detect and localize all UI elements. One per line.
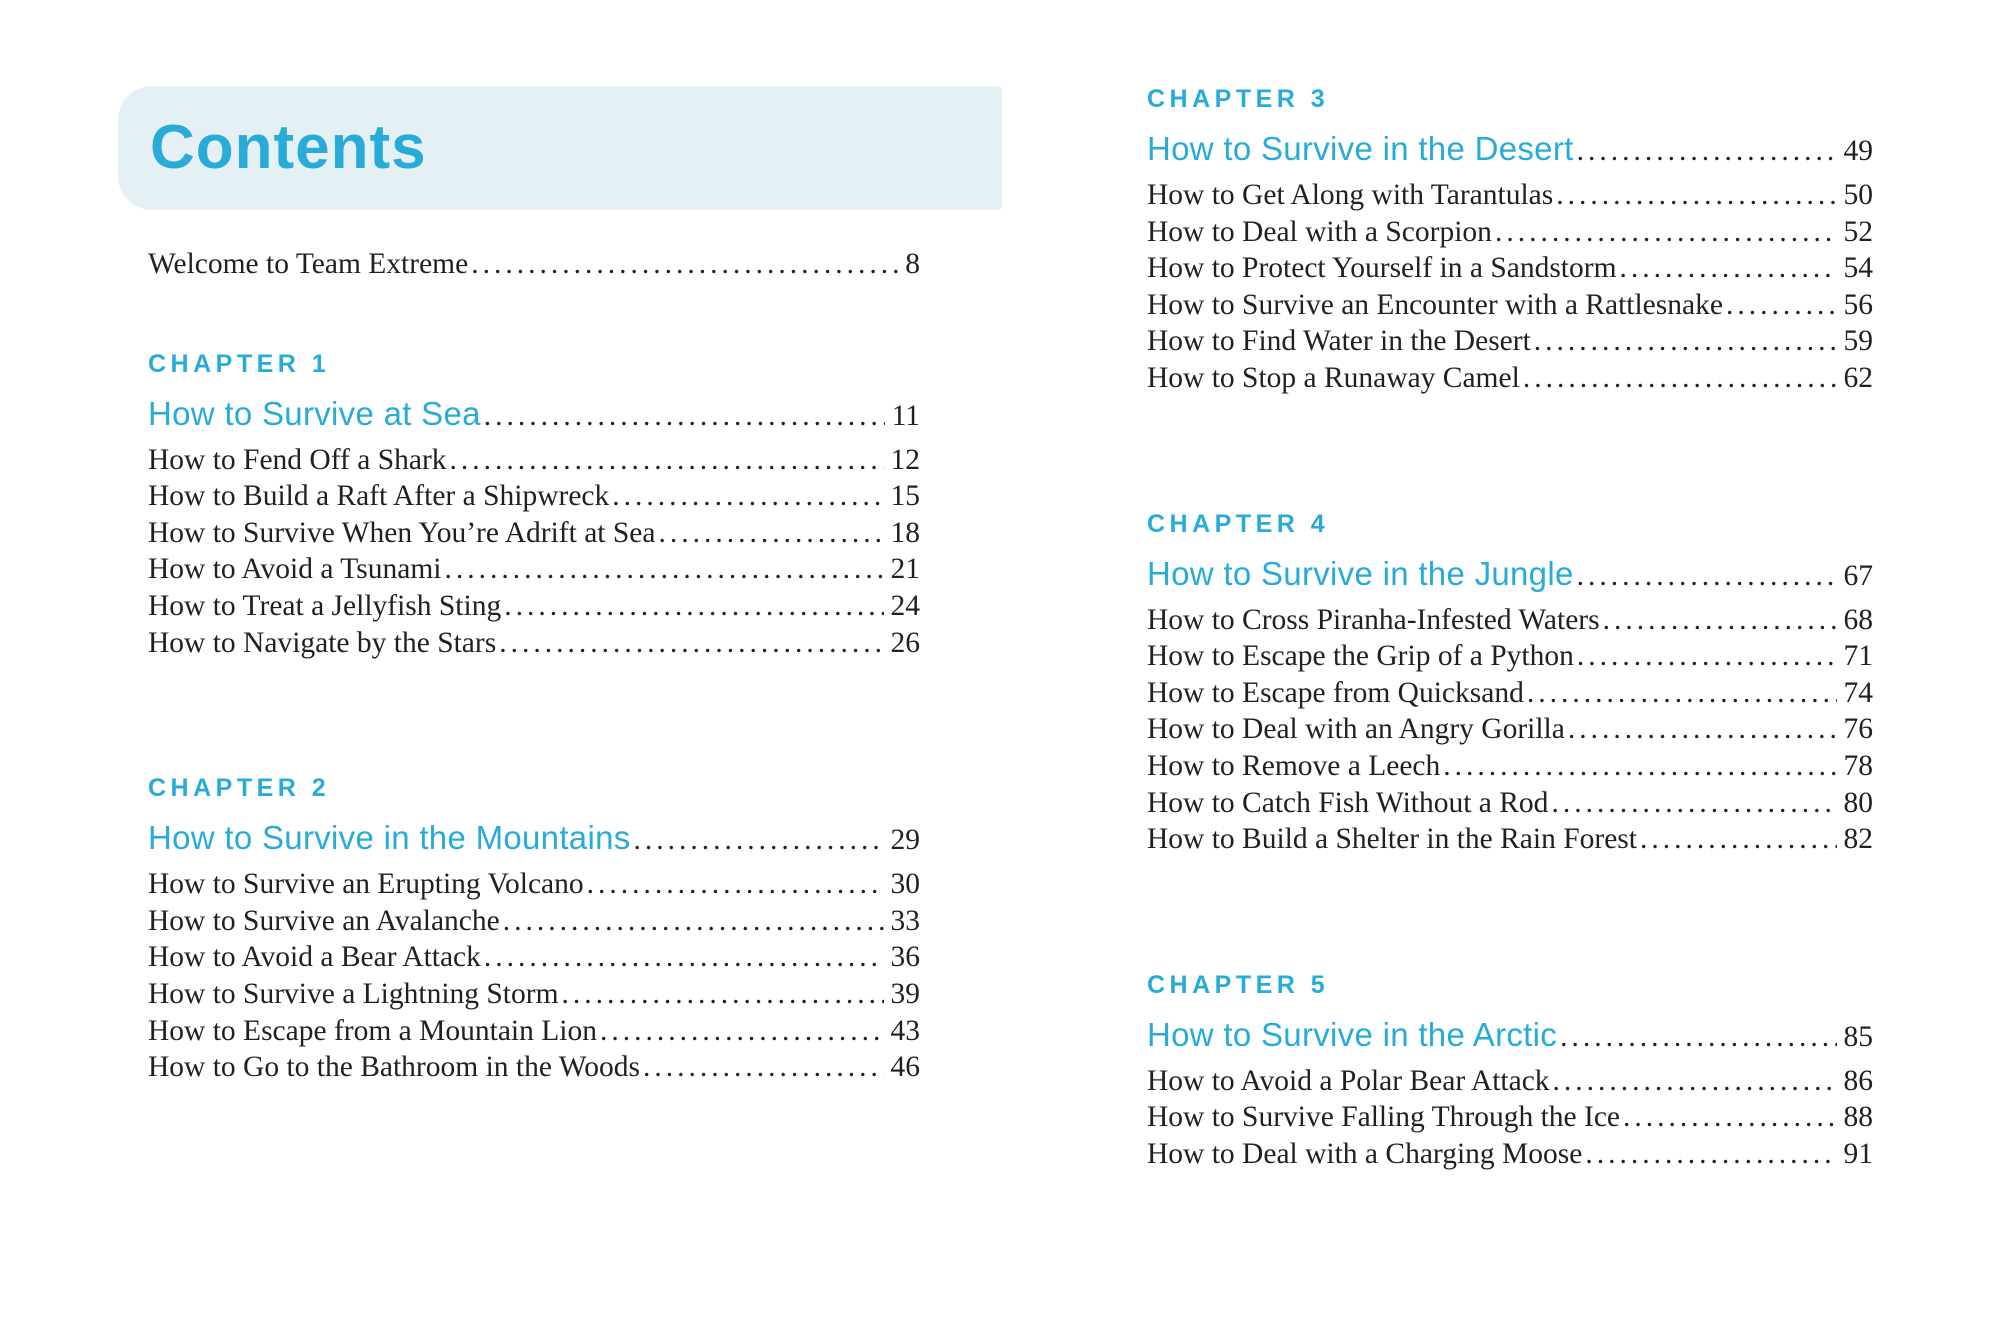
toc-entry-row (1147, 675, 1873, 712)
chapter-entries (148, 866, 920, 1086)
chapter-title: How to Survive at Sea (148, 394, 481, 432)
toc-entry-page: 71 (1843, 640, 1873, 673)
page-title: Contents (150, 113, 427, 182)
chapter-3-section (1147, 84, 1873, 397)
toc-entry-row (148, 588, 920, 625)
toc-entry-title: How to Survive Falling Through the Ice (1147, 1101, 1621, 1134)
toc-entry-row (1147, 1136, 1873, 1173)
toc-entry-page: 8 (905, 248, 920, 280)
toc-entry-title: How to Remove a Leech (1147, 749, 1441, 782)
chapter-entries (148, 442, 920, 662)
toc-entry-title: How to Stop a Runaway Camel (1147, 361, 1520, 394)
contents-banner (118, 86, 1002, 210)
toc-entry-row (1147, 1099, 1873, 1136)
toc-entry-row (1147, 821, 1873, 858)
dot-leader (1582, 1136, 1836, 1173)
dot-leader (1548, 785, 1836, 822)
toc-entry-row (148, 625, 920, 662)
toc-entry-row (148, 551, 920, 588)
toc-entry-page: 21 (890, 553, 920, 586)
dot-leader (609, 478, 883, 515)
toc-entry-page: 59 (1843, 325, 1873, 358)
dot-leader (1440, 748, 1836, 785)
dot-leader (1492, 214, 1837, 251)
dot-leader (655, 515, 883, 552)
toc-entry-page: 46 (890, 1051, 920, 1084)
toc-entry-page: 54 (1843, 252, 1873, 285)
toc-entry-title: How to Deal with a Scorpion (1147, 215, 1492, 248)
chapter-title-row (148, 815, 920, 863)
chapter-page: 11 (891, 399, 920, 432)
chapter-page: 49 (1843, 135, 1873, 167)
toc-entry-row (148, 939, 920, 976)
chapter-entries (1147, 602, 1873, 858)
toc-right-column (1147, 84, 1873, 1173)
dot-leader (559, 976, 884, 1013)
toc-entry-title: How to Deal with a Charging Moose (1147, 1137, 1583, 1170)
toc-entry-page: 36 (890, 941, 920, 974)
dot-leader (1565, 711, 1837, 748)
toc-entry-title: How to Treat a Jellyfish Sting (148, 589, 502, 622)
toc-entry-page: 91 (1843, 1137, 1873, 1170)
dot-leader (500, 903, 884, 940)
chapter-page: 85 (1843, 1020, 1873, 1053)
chapter-label: CHAPTER 2 (148, 774, 331, 803)
toc-left-column (148, 246, 920, 1086)
dot-leader (447, 442, 884, 479)
dot-leader (1620, 1099, 1836, 1136)
toc-entry-title: How to Survive When You’re Adrift at Sea (148, 516, 656, 549)
toc-entry-page: 82 (1843, 823, 1873, 856)
toc-entry-page: 43 (890, 1014, 920, 1047)
toc-entry-row (1147, 360, 1873, 397)
toc-entry-title: How to Avoid a Polar Bear Attack (1147, 1064, 1550, 1097)
dot-leader (1557, 1014, 1836, 1060)
toc-intro-row (148, 246, 920, 283)
toc-entry-title: How to Build a Shelter in the Rain Forest (1147, 823, 1637, 856)
toc-entry-row (148, 1049, 920, 1086)
chapter-title: How to Survive in the Desert (1147, 130, 1574, 167)
toc-entry-row (1147, 638, 1873, 675)
toc-entry-title: How to Avoid a Tsunami (148, 553, 442, 586)
dot-leader (468, 246, 898, 283)
chapter-2-section (148, 773, 920, 1086)
dot-leader (1574, 638, 1837, 675)
dot-leader (501, 588, 883, 625)
chapter-page: 67 (1843, 559, 1873, 592)
toc-entry-page: 15 (890, 480, 920, 513)
dot-leader (1574, 128, 1837, 174)
toc-entry-title: How to Survive an Encounter with a Rattlesnake (1147, 288, 1723, 321)
toc-entry-page: 86 (1843, 1064, 1873, 1097)
toc-entry-row (148, 903, 920, 940)
toc-entry-title: How to Deal with an Angry Gorilla (1147, 713, 1565, 746)
toc-entry-row (1147, 214, 1873, 251)
chapter-title: How to Survive in the Mountains (148, 819, 631, 857)
toc-entry-title: How to Protect Yourself in a Sandstorm (1147, 252, 1617, 285)
dot-leader (1550, 1063, 1837, 1100)
toc-entry-page: 52 (1843, 215, 1873, 248)
dot-leader (481, 393, 885, 439)
dot-leader (1600, 602, 1837, 639)
chapter-label: CHAPTER 1 (148, 349, 331, 378)
toc-entry-title: How to Go to the Bathroom in the Woods (148, 1051, 640, 1084)
dot-leader (584, 866, 884, 903)
chapter-entries (1147, 1063, 1873, 1173)
dot-leader (1574, 553, 1837, 599)
chapter-title-row (1147, 551, 1873, 599)
chapter-title: How to Survive in the Jungle (1147, 554, 1574, 592)
toc-entry-page: 80 (1843, 786, 1873, 819)
toc-entry-row (1147, 602, 1873, 639)
toc-entry-title: How to Survive a Lightning Storm (148, 977, 559, 1010)
toc-entry-row (1147, 323, 1873, 360)
toc-entry-page: 39 (890, 977, 920, 1010)
chapter-5-section (1147, 970, 1873, 1173)
dot-leader (1617, 250, 1837, 287)
chapter-page: 29 (890, 824, 920, 857)
dot-leader (1723, 287, 1837, 324)
toc-entry-title: How to Get Along with Tarantulas (1147, 179, 1554, 211)
toc-entry-page: 30 (890, 868, 920, 901)
toc-entry-row (1147, 250, 1873, 287)
toc-entry-page: 74 (1843, 676, 1873, 709)
toc-entry-row (1147, 748, 1873, 785)
toc-entry-title: How to Cross Piranha-Infested Waters (1147, 603, 1600, 636)
toc-entry-page: 18 (890, 516, 920, 549)
toc-entry-row (148, 866, 920, 903)
dot-leader (1553, 177, 1836, 214)
toc-entry-row (148, 976, 920, 1013)
toc-entry-title: How to Survive an Erupting Volcano (148, 868, 584, 901)
chapter-title-row (1147, 1012, 1873, 1060)
chapter-4-section (1147, 509, 1873, 858)
toc-entry-row (1147, 287, 1873, 324)
toc-entry-page: 33 (890, 904, 920, 937)
toc-entry-row (148, 1013, 920, 1050)
dot-leader (1524, 675, 1837, 712)
chapter-title: How to Survive in the Arctic (1147, 1015, 1558, 1053)
toc-entry-row (1147, 177, 1873, 214)
toc-entry-page: 76 (1843, 713, 1873, 746)
toc-entry-title: How to Build a Raft After a Shipwreck (148, 480, 610, 513)
toc-entry-page: 24 (890, 589, 920, 622)
chapter-label: CHAPTER 4 (1147, 509, 1330, 538)
toc-entry-row (148, 478, 920, 515)
toc-entry-page: 68 (1843, 603, 1873, 636)
toc-entry-page: 88 (1843, 1101, 1873, 1134)
toc-entry-page: 56 (1843, 288, 1873, 321)
toc-entry-page: 78 (1843, 749, 1873, 782)
toc-entry-row (1147, 1063, 1873, 1100)
toc-entry-row (148, 515, 920, 552)
toc-entry-title: How to Navigate by the Stars (148, 626, 497, 659)
toc-entry-title: How to Escape from a Mountain Lion (148, 1014, 597, 1047)
dot-leader (1520, 360, 1837, 397)
toc-entry-title: How to Avoid a Bear Attack (148, 941, 481, 974)
chapter-label: CHAPTER 3 (1147, 85, 1330, 113)
toc-entry-page: 62 (1843, 361, 1873, 394)
dot-leader (1637, 821, 1837, 858)
toc-entry-title: How to Fend Off a Shark (148, 443, 447, 476)
dot-leader (640, 1049, 884, 1086)
toc-entry-title: How to Find Water in the Desert (1147, 325, 1531, 358)
dot-leader (1531, 323, 1837, 360)
chapter-entries (1147, 177, 1873, 397)
toc-entry-title: How to Escape from Quicksand (1147, 676, 1524, 709)
toc-entry-title: How to Escape the Grip of a Python (1147, 640, 1574, 673)
toc-entry-title: Welcome to Team Extreme (148, 248, 469, 280)
toc-entry-page: 12 (890, 443, 920, 476)
toc-entry-row (1147, 785, 1873, 822)
dot-leader (481, 939, 884, 976)
dot-leader (496, 625, 883, 662)
toc-entry-page: 26 (890, 626, 920, 659)
toc-entry-title: How to Catch Fish Without a Rod (1147, 786, 1549, 819)
dot-leader (441, 551, 883, 588)
chapter-label: CHAPTER 5 (1147, 970, 1330, 999)
dot-leader (597, 1013, 884, 1050)
chapter-1-section (148, 349, 920, 662)
toc-entry-page: 50 (1843, 179, 1873, 211)
toc-entry-title: How to Survive an Avalanche (148, 904, 500, 937)
toc-entry-row (1147, 711, 1873, 748)
chapter-title-row (148, 391, 920, 439)
toc-entry-row (148, 442, 920, 479)
dot-leader (631, 817, 884, 863)
chapter-title-row (1147, 126, 1873, 174)
